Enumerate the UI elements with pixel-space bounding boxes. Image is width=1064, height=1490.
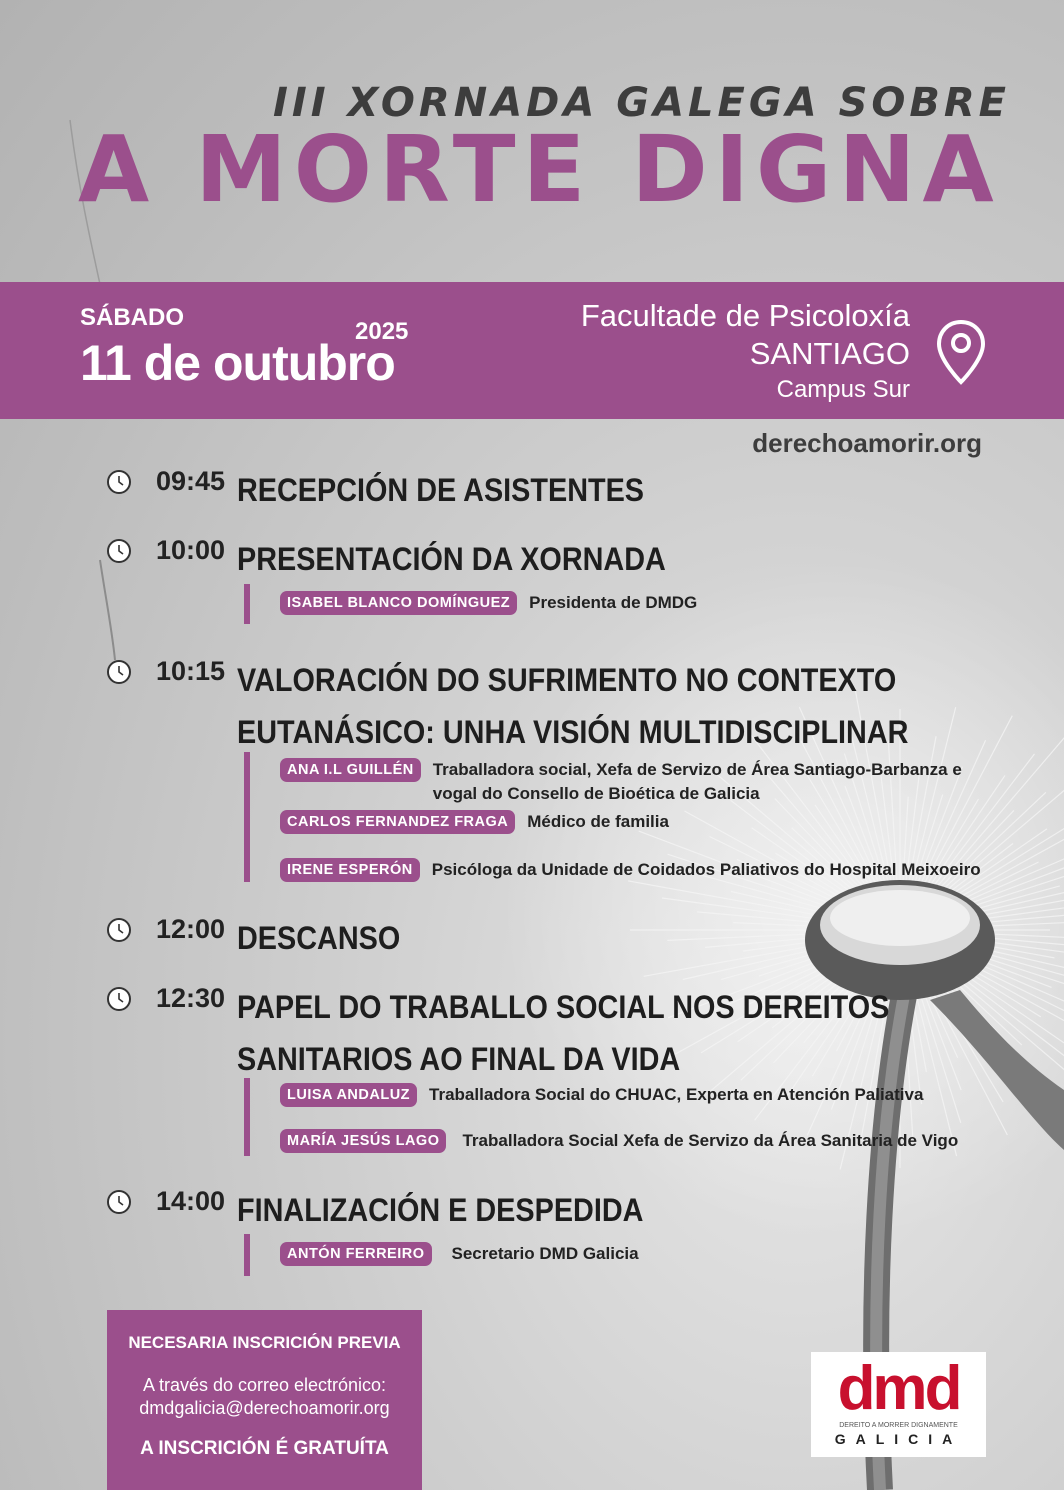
speaker-row <box>280 1083 923 1107</box>
speaker-name: ISABEL BLANCO DOMÍNGUEZ <box>280 591 517 615</box>
date-venue-band <box>0 282 1064 419</box>
speaker-role: Psicóloga da Unidade de Coidados Paliativos do Hospital Meixoeiro <box>431 860 981 879</box>
venue-city: SANTIAGO <box>749 336 910 371</box>
event-title: A MORTE DIGNA <box>78 116 1001 223</box>
venue-name: Facultade de Psicoloxía <box>580 298 910 333</box>
event-day: SÁBADO <box>80 304 185 331</box>
event-subtitle: III XORNADA GALEGA SOBRE <box>272 80 1010 126</box>
program-title: FINALIZACIÓN E DESPEDIDA <box>237 1192 644 1228</box>
speaker-name: IRENE ESPERÓN <box>280 858 420 882</box>
speaker-row <box>280 758 962 806</box>
speaker-group <box>244 752 981 882</box>
registration-instructions: A través do correo electrónico: <box>142 1375 387 1395</box>
program-title-line-1: PAPEL DO TRABALLO SOCIAL NOS DEREITOS <box>237 989 890 1025</box>
venue-campus: Campus Sur <box>776 376 910 403</box>
program-time: 10:15 <box>156 656 226 686</box>
speaker-role: Traballadora Social do CHUAC, Experta en Atención Paliativa <box>429 1085 924 1104</box>
speaker-name: ANA I.L GUILLÉN <box>280 758 421 782</box>
clock-icon <box>106 917 132 943</box>
event-year: 2025 <box>355 318 409 345</box>
clock-icon <box>106 1189 132 1215</box>
speaker-row <box>280 591 697 615</box>
speaker-row <box>280 1129 958 1153</box>
program-title: PRESENTACIÓN DA XORNADA <box>237 541 666 577</box>
speaker-role: Secretario DMD Galicia <box>451 1244 639 1263</box>
program-title-line-2: EUTANÁSICO: UNHA VISIÓN MULTIDISCIPLINAR <box>237 714 909 750</box>
speaker-name: ANTÓN FERREIRO <box>280 1242 432 1266</box>
speaker-row <box>280 858 981 882</box>
website-link[interactable]: derechoamorir.org <box>752 428 982 458</box>
program-time: 10:00 <box>156 535 226 565</box>
registration-box <box>107 1310 422 1490</box>
speaker-group <box>244 1078 959 1156</box>
clock-icon <box>106 659 132 685</box>
speaker-row <box>280 1242 639 1266</box>
speaker-role: Médico de familia <box>527 812 669 831</box>
program-time: 12:00 <box>156 914 226 944</box>
logo-region: GALICIA <box>834 1431 963 1447</box>
speaker-group <box>244 1234 639 1276</box>
speaker-role: Traballadora Social Xefa de Servizo da Área Sanitaria de Vigo <box>462 1131 959 1150</box>
program-time: 14:00 <box>156 1186 226 1216</box>
dmd-galicia-logo <box>811 1352 986 1457</box>
clock-icon <box>106 469 132 495</box>
speaker-group <box>244 584 698 624</box>
speaker-role: Traballadora social, Xefa de Servizo de Área Santiago-Barbanza e vogal do Consello de Bioética de Galicia <box>432 760 962 803</box>
registration-free-note: A INSCRICIÓN É GRATUÍTA <box>140 1438 389 1459</box>
clock-icon <box>106 986 132 1012</box>
program-title-line-1: VALORACIÓN DO SUFRIMENTO NO CONTEXTO <box>237 662 897 698</box>
speaker-name: CARLOS FERNANDEZ FRAGA <box>280 810 515 834</box>
program-title-line-2: SANITARIOS AO FINAL DA VIDA <box>237 1041 681 1077</box>
program-time: 12:30 <box>156 983 226 1013</box>
venue-block <box>581 298 910 404</box>
logo-tagline: DEREITO A MORRER DIGNAMENTE <box>839 1422 958 1429</box>
event-date: 11 de outubro <box>80 335 395 391</box>
registration-heading: NECESARIA INSCRICIÓN PREVIA <box>128 1333 401 1352</box>
location-pin-icon <box>934 318 988 386</box>
speaker-name: MARÍA JESÚS LAGO <box>280 1129 446 1153</box>
speaker-name: LUISA ANDALUZ <box>280 1083 417 1107</box>
speaker-role: Presidenta de DMDG <box>529 593 698 612</box>
program-title: RECEPCIÓN DE ASISTENTES <box>237 472 644 508</box>
program-time: 09:45 <box>156 466 226 496</box>
speaker-row <box>280 810 669 834</box>
clock-icon <box>106 538 132 564</box>
program-title: DESCANSO <box>237 920 401 956</box>
logo-mark: dmd <box>837 1354 960 1423</box>
registration-email[interactable]: dmdgalicia@derechoamorir.org <box>139 1398 390 1418</box>
